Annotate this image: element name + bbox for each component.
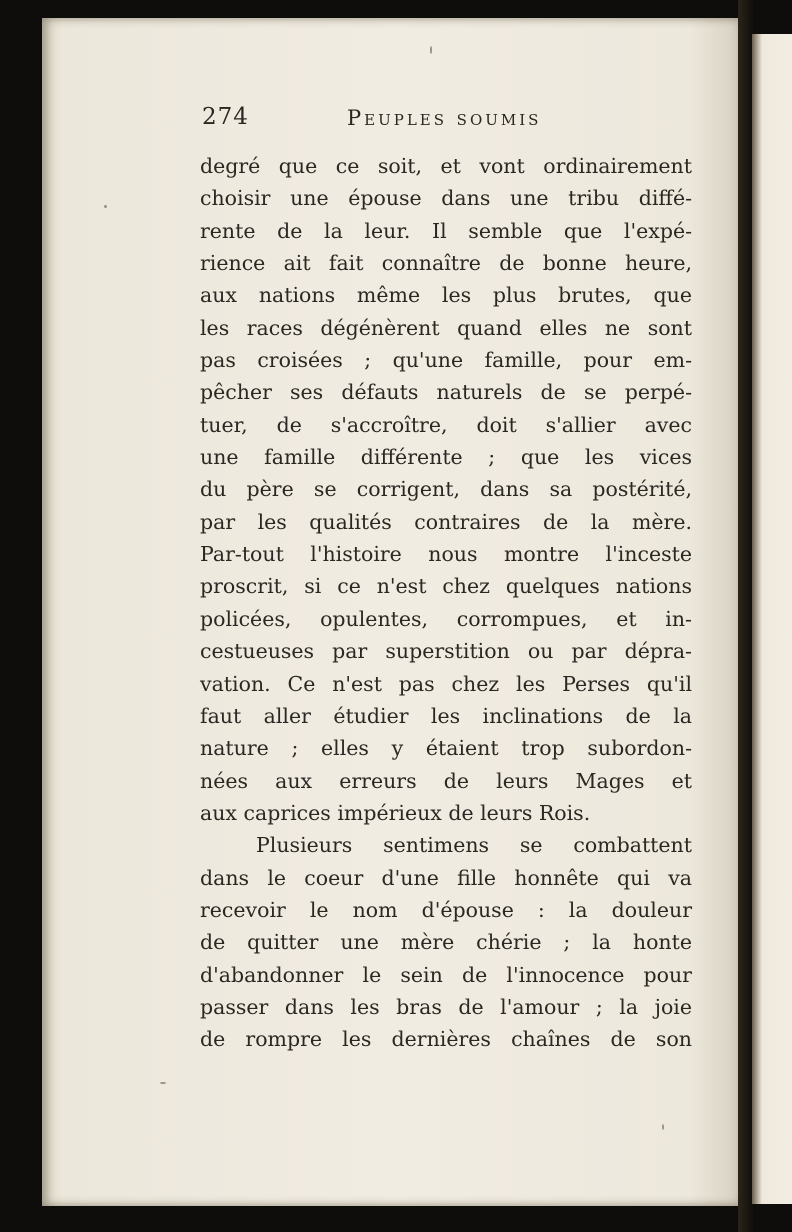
body-text — [200, 150, 692, 1056]
text-line: rience ait fait connaître de bonne heure, — [200, 251, 692, 276]
page-number: 274 — [202, 104, 249, 130]
facing-page-edge — [752, 34, 792, 1204]
text-line: pêcher ses défauts naturels de se perpé- — [200, 380, 692, 405]
text-line: de rompre les dernières chaînes de son — [200, 1027, 692, 1052]
text-line: par les qualités contraires de la mère. — [200, 509, 692, 534]
text-line: degré que ce soit, et vont ordinairement — [200, 154, 692, 178]
text-line: dans le coeur d'une fille honnête qui va — [200, 865, 692, 890]
text-line: nature ; elles y étaient trop subordon- — [200, 736, 692, 761]
text-line: tuer, de s'accroître, doit s'allier avec — [200, 412, 692, 437]
text-line: vation. Ce n'est pas chez les Perses qu'il — [200, 671, 692, 696]
text-line: nées aux erreurs de leurs Mages et — [200, 768, 692, 793]
text-line: de quitter une mère chérie ; la honte — [200, 930, 692, 955]
paper-speck — [104, 205, 107, 208]
text-line: rente de la leur. Il semble que l'expé- — [200, 218, 692, 243]
page-header — [202, 104, 562, 138]
text-line: les races dégénèrent quand elles ne sont — [200, 315, 692, 340]
text-line: du père se corrigent, dans sa postérité, — [200, 477, 692, 502]
text-line: faut aller étudier les inclinations de la — [200, 703, 692, 728]
text-line: d'abandonner le sein de l'innocence pour — [200, 962, 692, 987]
text-line: aux nations même les plus brutes, que — [200, 283, 692, 308]
text-line: policées, opulentes, corrompues, et in- — [200, 606, 692, 631]
paper-speck — [160, 1082, 166, 1084]
text-line: proscrit, si ce n'est chez quelques nations — [200, 574, 692, 599]
text-line: une famille différente ; que les vices — [200, 445, 692, 470]
text-line: choisir une épouse dans une tribu diffé- — [200, 186, 692, 211]
paper-speck — [430, 46, 432, 54]
text-line: pas croisées ; qu'une famille, pour em- — [200, 348, 692, 373]
text-line: Par-tout l'histoire nous montre l'inceste — [200, 542, 692, 567]
paragraph-start-line: Plusieurs sentimens se combattent — [256, 833, 692, 858]
text-line: passer dans les bras de l'amour ; la joie — [200, 994, 692, 1019]
text-line: recevoir le nom d'épouse : la douleur — [200, 897, 692, 922]
paper-speck — [662, 1124, 664, 1130]
running-head: Peuples soumis — [347, 106, 542, 130]
text-line: cestueuses par superstition ou par dépra- — [200, 639, 692, 664]
paragraph-end-line: aux caprices impérieux de leurs Rois. — [200, 800, 591, 825]
